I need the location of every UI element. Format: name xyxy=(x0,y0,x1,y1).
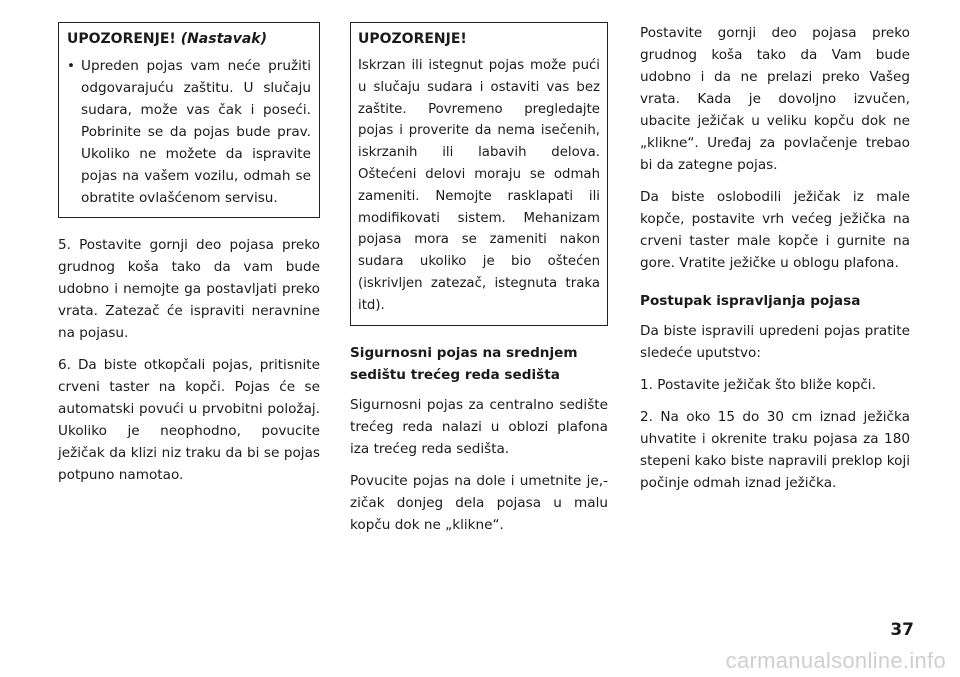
warning-box-continued xyxy=(58,22,320,218)
section-heading-center-seat: Sigurnosni pojas na srednjem sedištu trećeg reda sedišta xyxy=(350,344,578,383)
warning-bullet-text: Upreden pojas vam neće pružiti odgovarajuću zaštitu. U slučaju sudara, može vas čak i poseći. Pobrinite se da pojas bude prav. Ukoliko ne možete da ispravite pojas na vašem vozilu, odmah se obratite ovlašćenom servisu. xyxy=(81,58,311,206)
warning-title xyxy=(67,29,311,49)
middle-column xyxy=(350,22,608,546)
warning-title-text: UPOZORENJE! xyxy=(67,31,176,47)
right-paragraph-2: Da biste oslobodili ježičak iz male kopče, postavite vrh većeg ježička na crveni taster male kopče i gurnite na gore. Vratite ježičke u oblogu plafona. xyxy=(640,189,910,271)
warning-bullet xyxy=(67,55,311,209)
warning-box xyxy=(350,22,608,326)
watermark: carmanualsonline.info xyxy=(725,648,946,673)
right-column xyxy=(640,22,910,504)
left-column xyxy=(58,22,320,496)
bullet-dot-icon: • xyxy=(67,58,76,74)
warning-body: Iskrzan ili istegnut pojas može pući u slučaju sudara i ostaviti vas bez zaštite. Povremeno pregledajte pojas i proverite da nema isečenih, iskrzanih ili labavih delova. Oštećeni delovi moraju se odmah zameniti. Nemojte rasklapati ili modifikovati sistem. Mehanizam pojasa mora se zameniti nakon sudara ukoliko je bio oštećen (iskrivljen zatezač, istegnuta traka itd). xyxy=(358,58,600,313)
warning-title-continued: (Nastavak) xyxy=(180,31,268,47)
untwist-intro: Da biste ispravili upredeni pojas pratite sledeće uputstvo: xyxy=(640,323,910,361)
step-6-paragraph: 6. Da biste otkopčali pojas, pritisnite crveni taster na kopči. Pojas će se automatski povući u prvobitni položaj. Ukoliko je neophodno, povucite ježičak da klizi niz traku da bi se pojas potpuno namotao. xyxy=(58,357,320,483)
center-seat-paragraph-1: Sigurnosni pojas za centralno sedište trećeg reda nalazi u oblozi plafona iza trećeg reda sedišta. xyxy=(350,396,608,457)
step-5-paragraph: 5. Postavite gornji deo pojasa preko grudnog koša tako da vam bude udobno i nemojte ga postavljati preko vrata. Zatezač će ispraviti neravnine na pojasu. xyxy=(58,237,320,341)
section-heading-untwisting: Postupak ispravljanja pojasa xyxy=(640,293,861,309)
warning-title: UPOZORENJE! xyxy=(358,31,467,47)
right-paragraph-1: Postavite gornji deo pojasa preko grudnog koša tako da Vam bude udobno i da ne prelazi preko Vašeg vrata. Kada je dovoljno izvučen, ubacite ježičak u veliku kopču dok ne „klikne“. Uređaj za povlačenje trebao bi da zategne pojas. xyxy=(640,25,910,173)
page-number: 37 xyxy=(890,620,914,640)
untwist-step-1: 1. Postavite ježičak što bliže kopči. xyxy=(640,377,876,393)
center-seat-paragraph-2: Povucite pojas na dole i umetnite je,-zičak donjeg dela pojasa u malu kopču dok ne „klikne“. xyxy=(350,472,608,533)
untwist-step-2: 2. Na oko 15 do 30 cm iznad ježička uhvatite i okrenite traku pojasa za 180 stepeni kako biste napravili preklop koji počinje odmah iznad ježička. xyxy=(640,409,910,491)
